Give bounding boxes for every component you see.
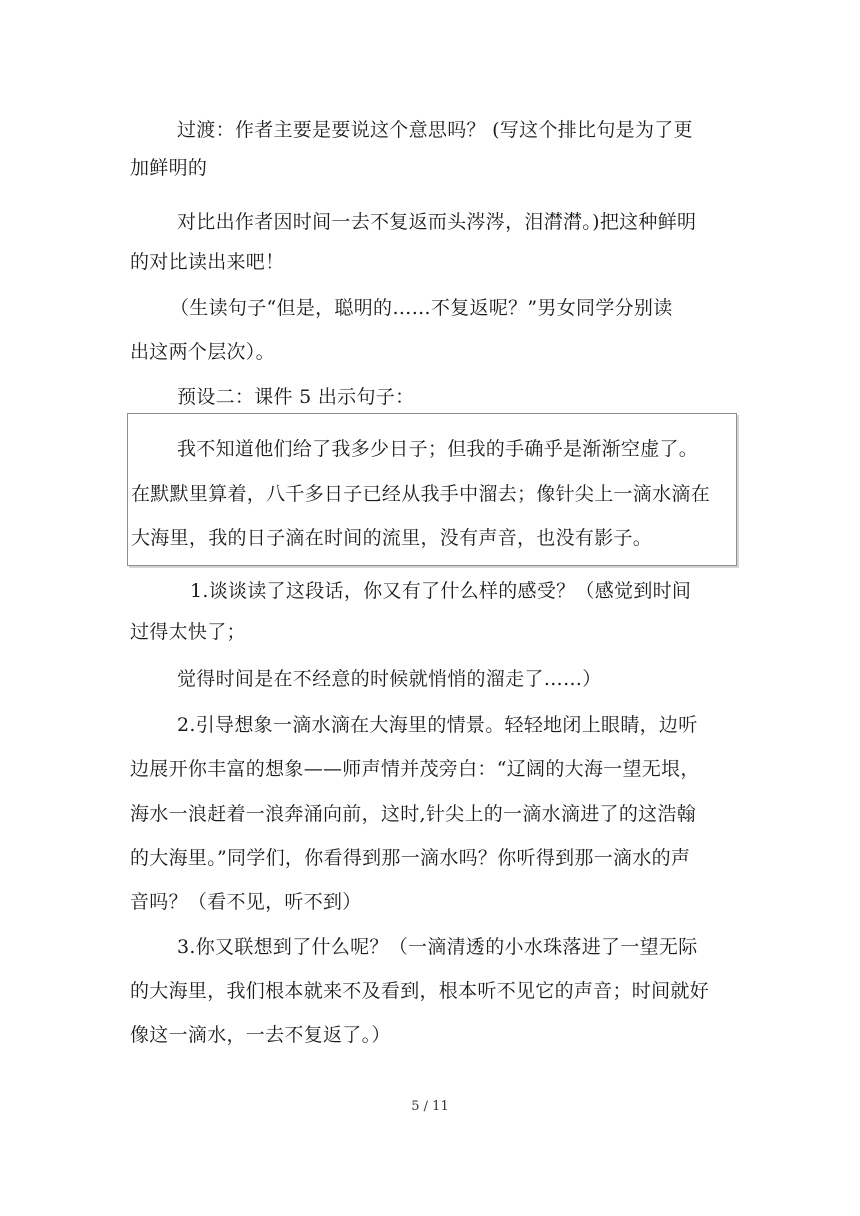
list-item-line: 像这一滴水，一去不复返了。）	[130, 1024, 391, 1046]
list-item-line: 的大海里，我们根本就来不及看到，根本听不见它的声音；时间就好	[130, 980, 710, 1002]
paragraph-line: 对比出作者因时间一去不复返而头涔涔，泪潸潸。)把这种鲜明	[177, 211, 697, 233]
list-item-line: 2.引导想象一滴水滴在大海里的情景。轻轻地闭上眼睛，边听	[177, 714, 698, 736]
paragraph-line: 的对比读出来吧！	[130, 251, 285, 273]
list-item-line: 音吗？（看不见，听不到）	[130, 891, 362, 913]
paragraph-line: 预设二：课件 5 出示句子：	[177, 386, 415, 408]
quote-line: 大海里，我的日子滴在时间的流里，没有声音，也没有影子。	[131, 527, 653, 549]
list-item-line: 海水一浪赶着一浪奔涌向前，这时,针尖上的一滴水滴进了的这浩翰	[130, 803, 697, 825]
list-item-line: 的大海里。”同学们，你看得到那一滴水吗？你听得到那一滴水的声	[130, 847, 691, 869]
list-item-line: 边展开你丰富的想象——师声情并茂旁白：“辽阔的大海一望无垠，	[130, 758, 700, 780]
paragraph-line: 加鲜明的	[130, 157, 208, 179]
paragraph-line: 出这两个层次）。	[130, 341, 275, 363]
list-item-line: 1.谈谈读了这段话，你又有了什么样的感受？（感觉到时间	[190, 580, 692, 602]
paragraph-line: （生读句子“但是，聪明的……不复返呢？”男女同学分别读	[170, 297, 673, 319]
quote-line: 在默默里算着，八千多日子已经从我手中溜去；像针尖上一滴水滴在	[131, 483, 711, 505]
page-number: 5 / 11	[411, 1099, 449, 1114]
list-item-line: 3.你又联想到了什么呢？（一滴清透的小水珠落进了一望无际	[177, 936, 698, 958]
list-item-line: 过得太快了；	[130, 621, 246, 643]
paragraph-line: 过渡：作者主要是要说这个意思吗？ (写这个排比句是为了更	[177, 119, 693, 141]
quote-line: 我不知道他们给了我多少日子；但我的手确乎是渐渐空虚了。	[177, 438, 699, 460]
list-item-line: 觉得时间是在不经意的时候就悄悄的溜走了……）	[177, 668, 602, 690]
